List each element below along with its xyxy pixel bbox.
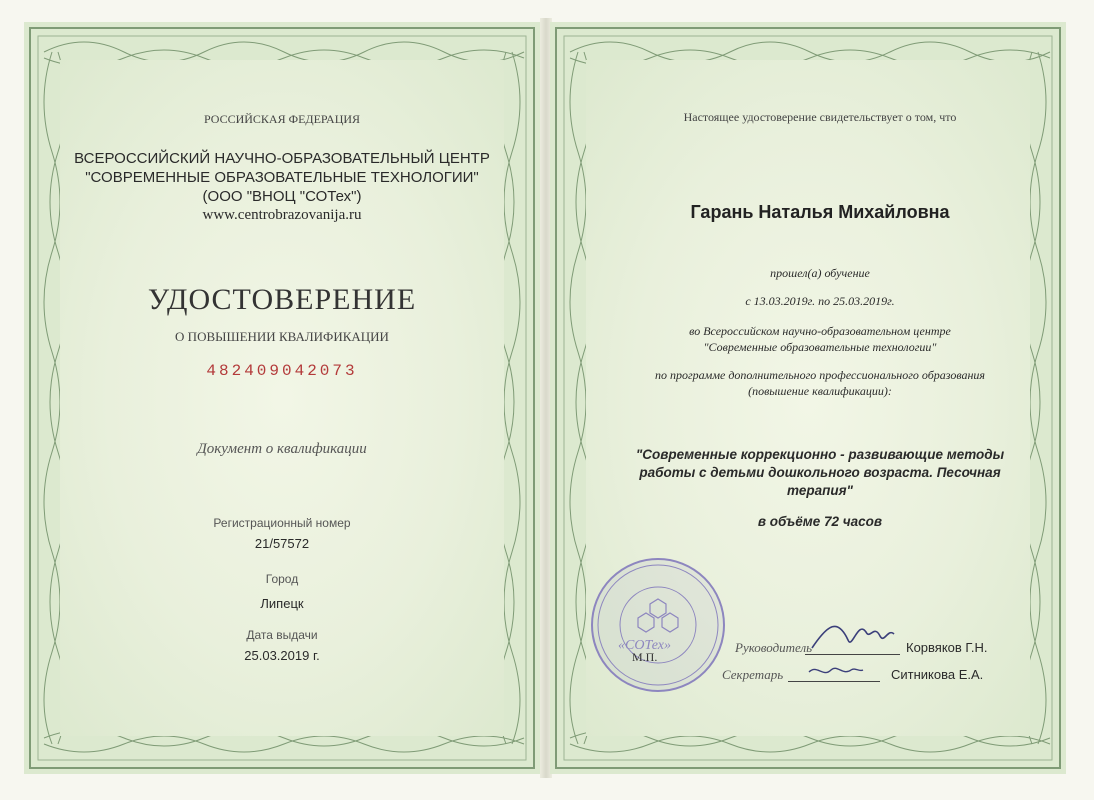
serial-number: 482409042073	[206, 362, 358, 380]
course-hours: в объёме 72 часов	[757, 514, 883, 529]
org-name-line1: ВСЕРОССИЙСКИЙ НАУЧНО-ОБРАЗОВАТЕЛЬНЫЙ ЦЕНТР	[74, 150, 490, 167]
course-title-line1: "Современные коррекционно - развивающие методы	[635, 447, 1005, 462]
seal-placeholder: М.П.	[632, 650, 658, 664]
course-title-line3: терапия"	[787, 483, 853, 498]
city-label: Город	[265, 572, 299, 586]
program-line2: (повышение квалификации):	[748, 384, 892, 398]
head-label: Руководитель	[735, 640, 813, 655]
secretary-signature	[805, 658, 865, 684]
reg-number-label: Регистрационный номер	[213, 516, 351, 530]
org-name-line2: "СОВРЕМЕННЫЕ ОБРАЗОВАТЕЛЬНЫЕ ТЕХНОЛОГИИ"	[85, 169, 479, 186]
stamp-logo-text: «СОТех»	[618, 638, 671, 653]
official-stamp	[588, 555, 728, 695]
training-period: с 13.03.2019г. по 25.03.2019г.	[745, 294, 895, 308]
head-signature	[808, 614, 898, 658]
document-type: Документ о квалификации	[197, 441, 367, 457]
document-title: УДОСТОВЕРЕНИЕ	[147, 283, 417, 316]
head-name: Корвяков Г.Н.	[906, 640, 988, 655]
passed-training: прошел(а) обучение	[770, 266, 870, 280]
country-label: РОССИЙСКАЯ ФЕДЕРАЦИЯ	[203, 112, 361, 126]
course-title-line2: работы с детьми дошкольного возраста. Песочная	[639, 465, 1001, 480]
city-value: Липецк	[260, 596, 304, 611]
program-line1: по программе дополнительного профессионального образования	[655, 368, 985, 382]
issue-date-value: 25.03.2019 г.	[244, 648, 320, 663]
document-subtitle: О ПОВЫШЕНИИ КВАЛИФИКАЦИИ	[175, 329, 389, 344]
recipient-name: Гарань Наталья Михайловна	[690, 202, 950, 222]
org-name-line3: (ООО "ВНОЦ "СОТех")	[202, 188, 362, 205]
intro-text: Настоящее удостоверение свидетельствует о том, что	[683, 110, 957, 124]
center-line1: во Всероссийском научно-образовательном центре	[689, 324, 951, 338]
reg-number-value: 21/57572	[254, 536, 310, 551]
secretary-label: Секретарь	[722, 667, 784, 682]
issue-date-label: Дата выдачи	[246, 628, 318, 642]
secretary-name: Ситникова Е.А.	[891, 667, 984, 682]
org-website: www.centrobrazovanija.ru	[202, 207, 362, 223]
center-line2: "Современные образовательные технологии"	[703, 340, 937, 354]
